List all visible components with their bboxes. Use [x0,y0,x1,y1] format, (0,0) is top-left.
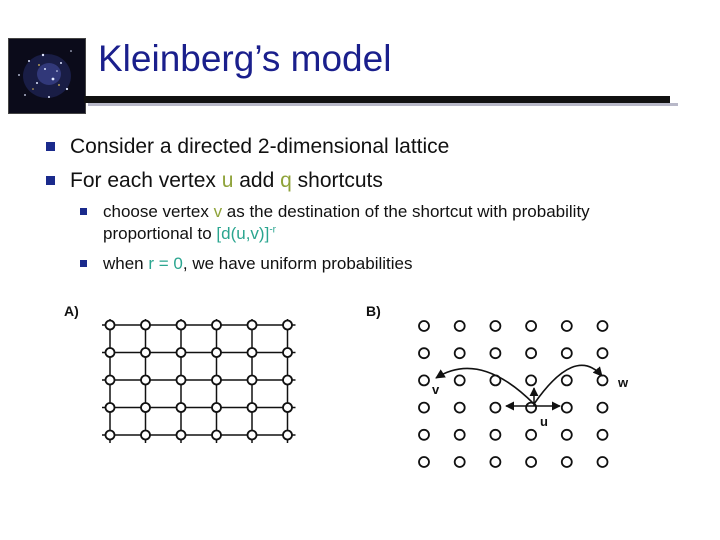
node-label-w: w [618,375,629,390]
lattice-node [455,430,465,440]
lattice-node [177,321,186,330]
lattice-node [248,431,257,440]
node-label-u: u [540,414,548,429]
lattice-node [598,321,608,331]
bullet-text: Consider a directed 2-dimensional lattice [70,135,450,158]
shortcut-arrow-to-v [436,368,534,404]
lattice-node [177,431,186,440]
lattice-node [141,376,150,385]
lattice-node [490,321,500,331]
lattice-node [455,321,465,331]
lattice-node [526,321,536,331]
lattice-node [212,376,221,385]
subbullet-text-part: , we have uniform probabilities [182,254,413,273]
lattice-node [141,321,150,330]
lattice-node [490,457,500,467]
lattice-node [562,430,572,440]
lattice-node [455,375,465,385]
lattice-node [490,430,500,440]
lattice-node [419,403,429,413]
lattice-node [283,348,292,357]
lattice-node [177,403,186,412]
lattice-node [455,457,465,467]
lattice-grid-a [102,319,296,443]
lattice-node [283,431,292,440]
lattice-node [455,348,465,358]
lattice-node [141,348,150,357]
lattice-node [283,403,292,412]
subbullet-text-part: as the destination of the shortcut with probability [222,202,590,221]
lattice-node [106,403,115,412]
lattice-node [212,403,221,412]
lattice-node [212,321,221,330]
lattice-node [248,403,257,412]
lattice-node [419,375,429,385]
lattice-node [212,431,221,440]
subbullet-text-part: proportional to [103,224,217,243]
page-title: Kleinberg’s model [98,38,392,79]
lattice-node [526,375,536,385]
lattice-node [490,348,500,358]
bullet-text-part: shortcuts [291,169,383,192]
lattice-node [248,348,257,357]
figure-b-label: B) [366,303,381,319]
lattice-node [419,321,429,331]
subbullet-text-part: when [103,254,149,273]
lattice-node [106,376,115,385]
lattice-node [598,457,608,467]
lattice-node [562,321,572,331]
lattice-node [562,375,572,385]
lattice-node [562,457,572,467]
lattice-node [562,348,572,358]
variable-q: q [280,169,292,192]
lattice-node [283,376,292,385]
lattice-node [419,348,429,358]
figure-a-label: A) [64,303,79,319]
lattice-node [419,457,429,467]
lattice-node [106,348,115,357]
lattice-node [106,321,115,330]
math-exponent: -r [269,224,276,236]
variable-v: v [213,202,223,221]
lattice-node [212,348,221,357]
lattice-node [526,457,536,467]
math-base: [d(u,v)] [216,224,270,243]
lattice-node [177,376,186,385]
lattice-node [598,403,608,413]
variable-u: u [221,169,234,192]
lattice-node [490,403,500,413]
subbullet-text-part: choose vertex [103,202,214,221]
node-label-v: v [432,382,440,397]
lattice-node [141,431,150,440]
lattice-node [106,431,115,440]
lattice-node [455,403,465,413]
lattice-grid-b [419,321,608,467]
bullet-text-part: For each vertex [70,169,222,192]
lattice-node [419,430,429,440]
lattice-node [526,348,536,358]
lattice-node [598,430,608,440]
lattice-node [248,376,257,385]
lattice-node [141,403,150,412]
lattice-node [562,403,572,413]
math-expression: r = 0 [148,254,183,273]
lattice-node [177,348,186,357]
bullet-text-part: add [233,169,281,192]
lattice-node [598,348,608,358]
lattice-node [526,430,536,440]
lattice-node [598,375,608,385]
lattice-node [248,321,257,330]
lattice-node [283,321,292,330]
